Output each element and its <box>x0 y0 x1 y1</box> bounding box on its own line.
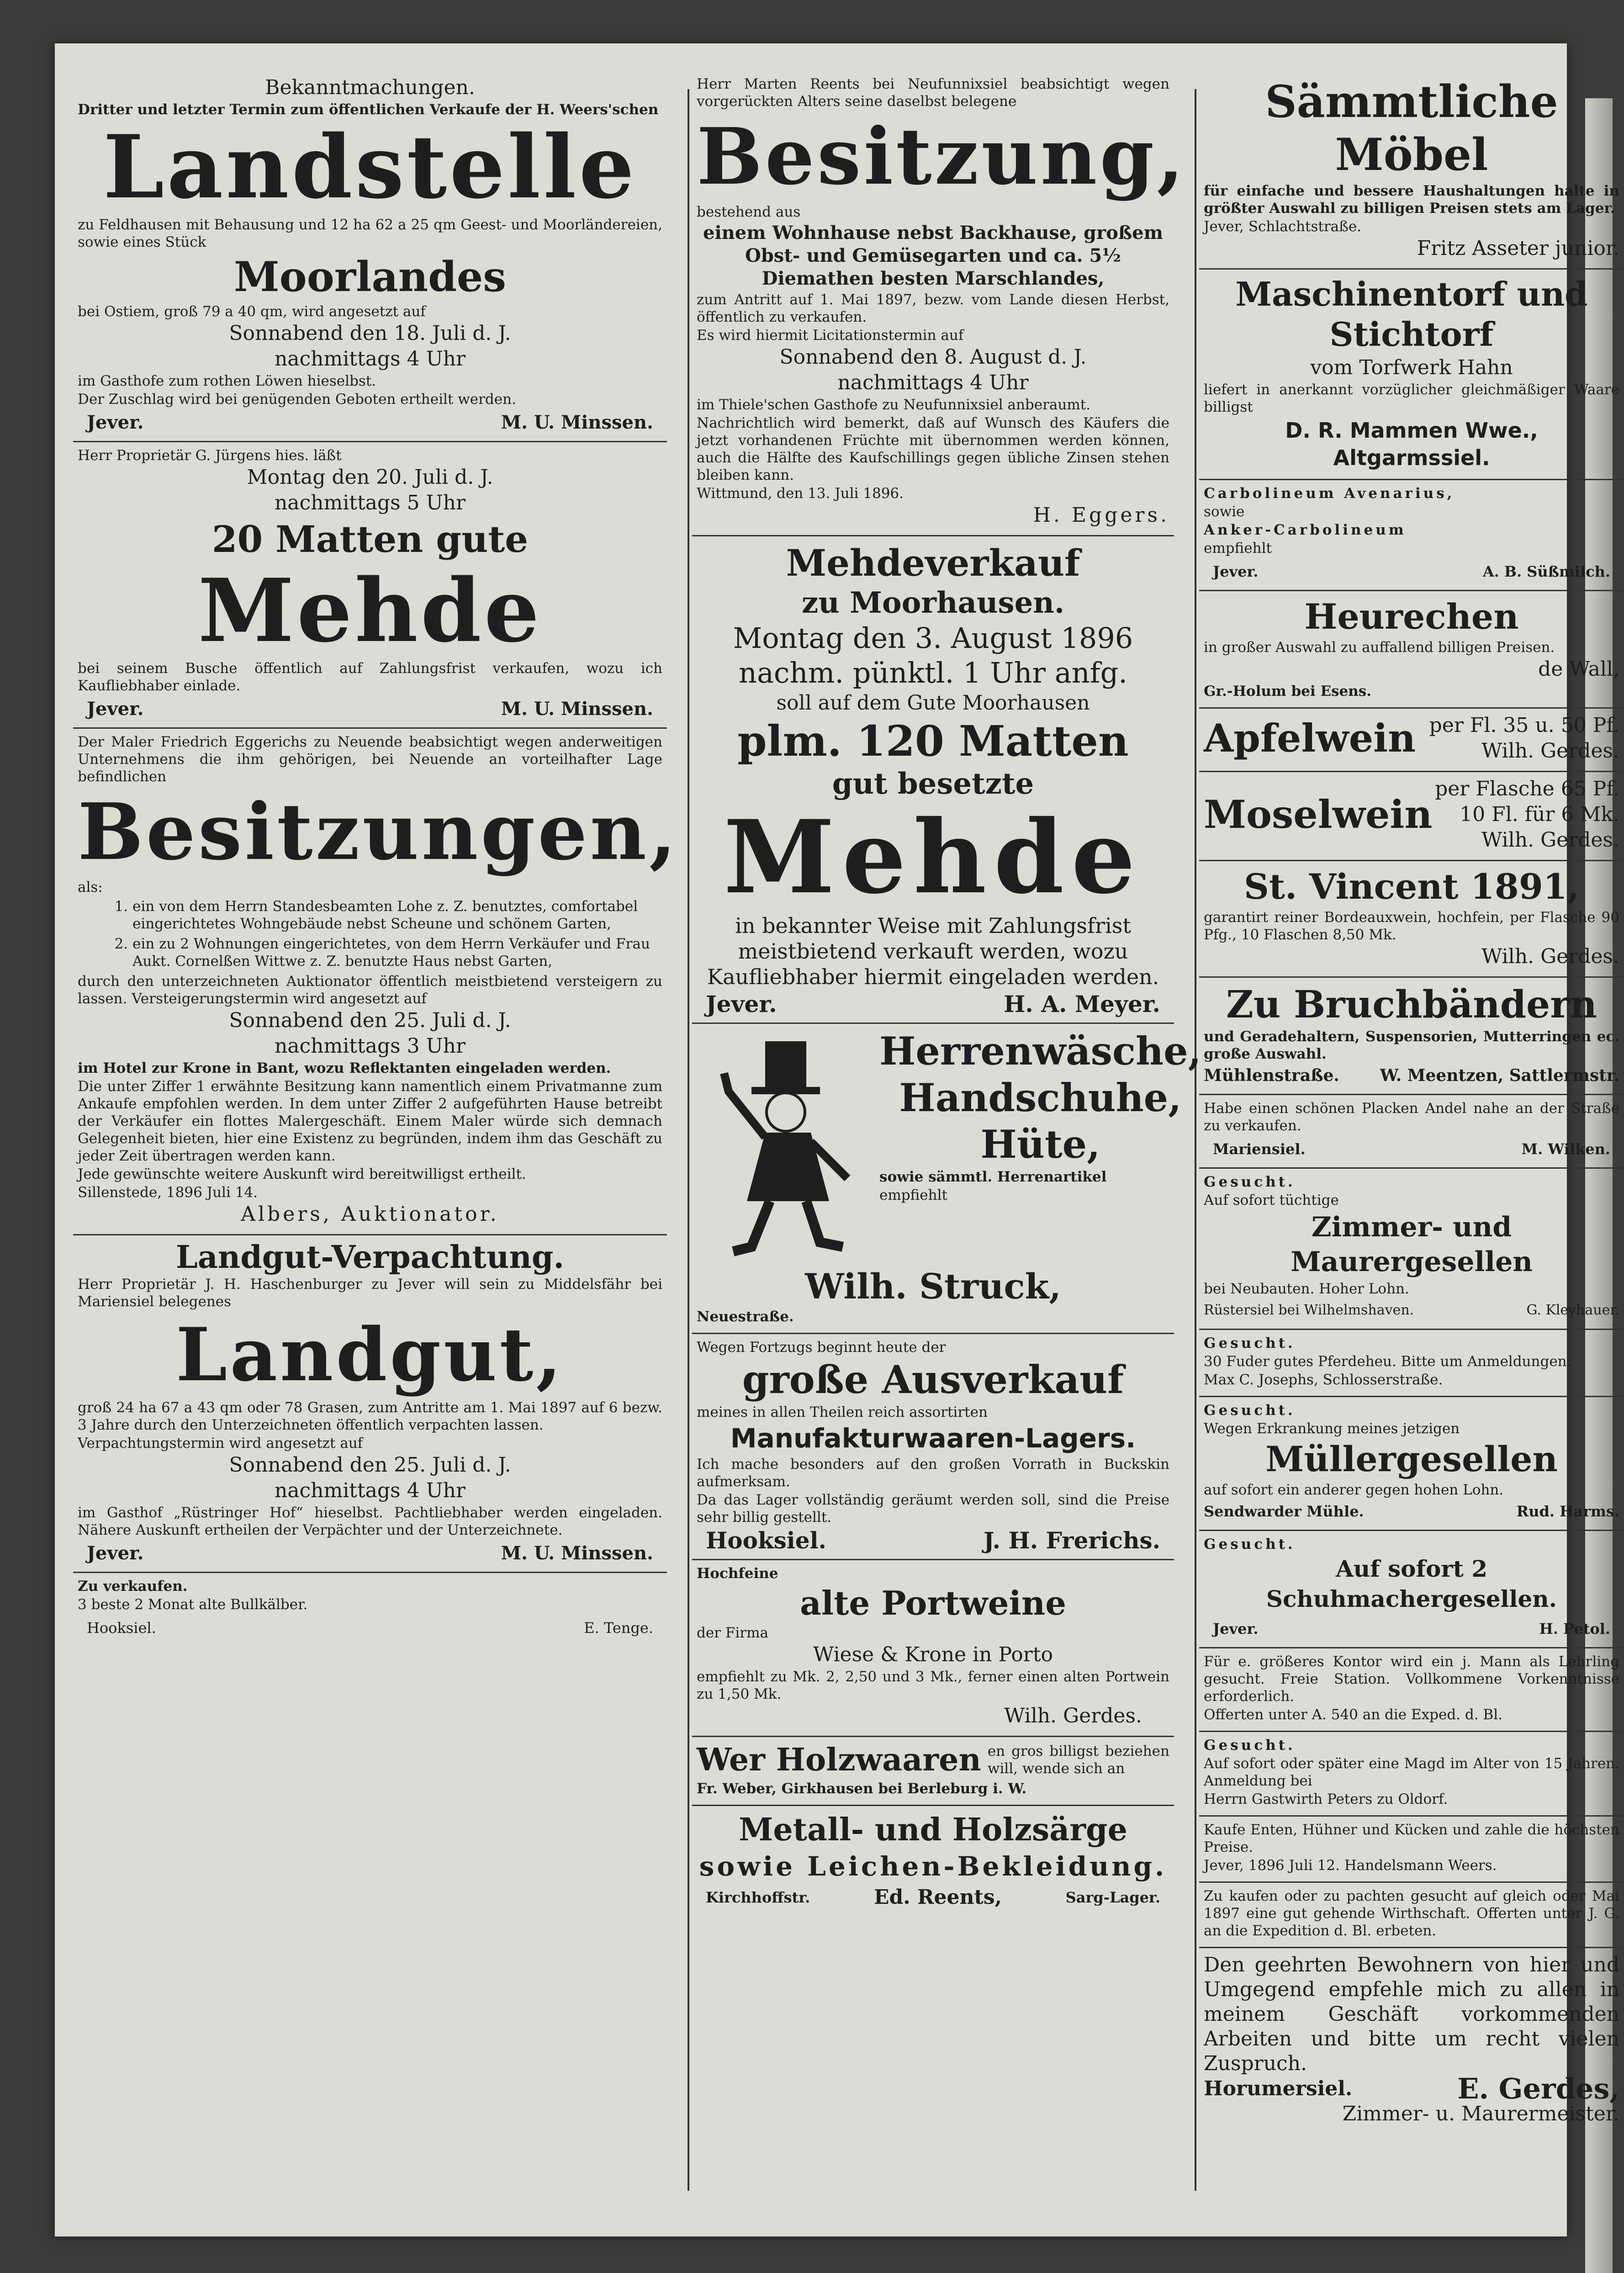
sig-place: Hooksiel. <box>87 1619 156 1637</box>
illustration-row <box>697 1028 1201 1265</box>
ad-holzwaaren <box>692 1737 1174 1806</box>
ad-signature <box>1204 1615 1619 1641</box>
sig-name: H. A. Meyer. <box>1004 991 1160 1017</box>
ad-time: nachm. pünktl. 1 Uhr anfg. <box>739 656 1127 689</box>
ad-desc: einem Wohnhause nebst Backhause, großem Obst- und Gemüsegarten und ca. 5½ Diemathen besten Marschlandes, <box>703 222 1163 289</box>
section-header: Landgut-Verpachtung. <box>175 1239 565 1276</box>
ad-line: empfiehlt <box>1204 540 1272 556</box>
ad-matten-mehde <box>73 442 667 729</box>
ad-signature <box>697 1884 1169 1909</box>
sig-name: M. U. Minssen. <box>501 698 653 720</box>
ad-intro: Herr Marten Reents bei Neufunnixsiel beabsichtigt wegen vorgerückten Alters seine daselbst belegene <box>697 76 1169 110</box>
ad-time: nachmittags 4 Uhr <box>274 347 466 371</box>
ad-title2: zu Moorhausen. <box>801 586 1065 620</box>
sig-place: Jever. <box>1213 563 1259 580</box>
ad-line: sowie <box>1204 503 1245 520</box>
ad-line: Herrenwäsche, <box>879 1028 1201 1074</box>
ad-signature: Wilh. Gerdes. <box>1481 828 1619 852</box>
ad-signature: Fr. Weber, Girkhausen bei Berleburg i. W. <box>697 1780 1027 1797</box>
ad-title2: Mehde <box>198 560 542 662</box>
ad-title: Sämmtliche Möbel <box>1265 76 1558 180</box>
sig-name: Rud. Harms. <box>1516 1503 1619 1520</box>
column-1 <box>73 71 679 2218</box>
sig-extra: Sarg-Lager. <box>1065 1889 1160 1906</box>
ad-desc: für einfache und bessere Haushaltungen halte in größter Auswahl zu billigen Preisen stets am Lager. <box>1204 183 1619 217</box>
ad-desc: bei seinem Busche öffentlich auf Zahlungsfrist verkaufen, wozu ich Kaufliebhaber einlade. <box>78 660 662 694</box>
section-header: Bekanntmachungen. <box>265 76 475 99</box>
ad-signature <box>78 409 662 434</box>
ad-signature: Wilh. Gerdes. <box>1481 945 1619 968</box>
ad-place: Jever, Schlachtstraße. <box>1204 218 1362 235</box>
ad-desc: empfiehlt zu Mk. 2, 2,50 und 3 Mk., ferner einen alten Portwein zu 1,50 Mk. <box>697 1669 1169 1702</box>
ad-intro: Der Maler Friedrich Eggerichs zu Neuende beabsichtigt wegen anderweitigen Unternehmens die ihm gehörigen, bei Neuende an vorteilhafter Lage befindlichen <box>78 734 662 785</box>
ad-desc: Ich mache besonders auf den großen Vorrath in Buckskin aufmerksam. <box>697 1456 1169 1490</box>
ad-signature <box>1204 1064 1619 1087</box>
ad-title: Landstelle <box>103 116 637 218</box>
ad-lehrling <box>1199 1648 1624 1732</box>
sig-name: G. Kleyhauer. <box>1526 1302 1619 1318</box>
sig-name: E. Gerdes, <box>1457 2072 1619 2105</box>
section-header: Gesucht. <box>1204 1737 1296 1754</box>
ad-place: im Gasthof „Rüstringer Hof“ hieselbst. Pachtliebhaber werden eingeladen. Nähere Auskunft ertheilen der Verpächter und der Unterzeichnete. <box>78 1505 662 1538</box>
section-header: Gesucht. <box>1204 1335 1296 1351</box>
ad-date: Sonnabend den 18. Juli d. J. <box>229 322 511 345</box>
sig-name: M. U. Minssen. <box>501 1542 653 1564</box>
ad-title: Müllergesellen <box>1265 1439 1558 1479</box>
ad-signature: Jever, 1896 Juli 12. Handelsmann Weers. <box>1204 1857 1497 1874</box>
ad-als: als: <box>78 879 103 895</box>
ad-place: im Thiele'schen Gasthofe zu Neufunnixsiel anberaumt. <box>697 397 1091 413</box>
ad-signature <box>78 695 662 721</box>
ad-line: Carbolineum Avenarius, <box>1204 485 1455 502</box>
ad-place: soll auf dem Gute Moorhausen <box>776 691 1090 715</box>
ad-line: sowie sämmtl. Herrenartikel <box>879 1169 1107 1185</box>
ad-desc: Habe einen schönen Placken Andel nahe an der Straße zu verkaufen. <box>1204 1100 1619 1134</box>
ad-signature: Max C. Josephs, Schlosserstraße. <box>1204 1372 1443 1388</box>
ad-signature-title: Zimmer- u. Maurermeister. <box>1342 2102 1619 2125</box>
ad-signature: Wilh. Gerdes. <box>1004 1704 1142 1727</box>
ad-desc: groß 24 ha 67 a 43 qm oder 78 Grasen, zum Antritte am 1. Mai 1897 auf 6 bezw. 3 Jahre durch den Unterzeichneten öffentlich verpachten lassen. <box>78 1399 662 1433</box>
ad-signature <box>78 1540 662 1565</box>
sig-place: Rüstersiel bei Wilhelmshaven. <box>1204 1302 1414 1318</box>
ad-sub: bestehend aus <box>697 204 801 220</box>
ad-date: Sonnabend den 8. August d. J. <box>779 345 1087 369</box>
ad-signature: D. R. Mammen Wwe., Altgarmssiel. <box>1285 418 1538 470</box>
ad-note: Der Zuschlag wird bei genügenden Geboten ertheilt werden. <box>78 391 516 408</box>
ad-line: Hüte, <box>980 1122 1100 1167</box>
ad-desc: in großer Auswahl zu auffallend billigen Preisen. <box>1204 639 1555 656</box>
sig-place: Jever. <box>706 991 777 1017</box>
item-list <box>132 898 662 970</box>
sig-name: J. H. Frerichs. <box>983 1527 1160 1554</box>
sig-name: E. Tenge. <box>584 1619 653 1637</box>
ad-besitzung <box>692 71 1187 536</box>
ad-title: Landgut, <box>175 1312 565 1398</box>
ad-desc: bei Neubauten. Hoher Lohn. <box>1204 1281 1409 1297</box>
ad-portweine <box>692 1560 1174 1737</box>
ad-desc: zu Feldhausen mit Behausung und 12 ha 62 a 25 qm Geest- und Moorländereien, sowie eines Stück <box>78 217 662 250</box>
ad-title: 20 Matten gute <box>212 518 529 561</box>
ad-time: nachmittags 3 Uhr <box>274 1034 466 1058</box>
ad-zimmergesellen <box>1199 1169 1624 1330</box>
ad-signature <box>1204 1499 1619 1523</box>
sig-place: Mariensiel. <box>1213 1140 1306 1158</box>
sig-name: W. Meentzen, Sattlermstr. <box>1380 1066 1619 1085</box>
ad-desc: auf sofort ein anderer gegen hohen Lohn. <box>1204 1482 1504 1498</box>
ad-signature: Wilh. Gerdes. <box>1481 739 1619 763</box>
ad-intro: Herr Proprietär J. H. Haschenburger zu Jever will sein zu Middelsfähr bei Mariensiel belegenes <box>78 1276 662 1310</box>
sig-place: Hooksiel. <box>706 1527 826 1554</box>
newspaper-page <box>55 43 1619 2236</box>
section-header: Gesucht. <box>1204 1536 1296 1552</box>
ad-title3: Mehde <box>723 798 1143 916</box>
ad-note: Die unter Ziffer 1 erwähnte Besitzung kann namentlich einem Privatmanne zum Ankaufe empfohlen werden. In dem unter Ziffer 2 aufgeführten Hause betreibt der Verkäufer ein flottes Malergeschäft. Einem Maler würde sich demnach Gelegenheit bieten, hier eine Existenz zu begründen, indem ihm das Geschäft zu jeder Zeit übertragen werden kann. <box>78 1078 662 1164</box>
ad-wirthschaft <box>1199 1883 1624 1948</box>
ad-title: Wer Holzwaaren <box>697 1742 981 1778</box>
ad-time: nachmittags 4 Uhr <box>837 371 1029 394</box>
ad-desc: in bekannter Weise mit Zahlungsfrist meistbietend verkauft werden, wozu Kaufliebhaber hiermit eingeladen werden. <box>707 913 1159 989</box>
ad-desc: 3 beste 2 Monat alte Bullkälber. <box>78 1596 308 1613</box>
ad-title: Apfelwein <box>1204 715 1416 761</box>
ad-st-vincent <box>1199 861 1624 978</box>
column-rule <box>688 89 689 2191</box>
ad-mehdeverkauf <box>692 536 1174 1024</box>
ad-title: Heurechen <box>1304 596 1519 637</box>
ad-price: per Flasche 65 Pf. <box>1435 777 1619 800</box>
ad-signature <box>697 1527 1169 1552</box>
ad-note: Jede gewünschte weitere Auskunft wird bereitwilligst ertheilt. <box>78 1166 526 1182</box>
ad-desc: liefert in anerkannt vorzüglicher gleichmäßiger Waare billigst <box>1204 381 1619 415</box>
ad-desc: Offerten unter A. 540 an die Exped. d. Bl. <box>1204 1706 1502 1723</box>
ad-desc: meines in allen Theilen reich assortirten <box>697 1404 988 1420</box>
section-header: Zu verkaufen. <box>78 1578 188 1595</box>
ad-signature <box>78 1614 662 1640</box>
ad-desc: Den geehrten Bewohnern von hier und Umgegend empfehle mich zu allen in meinem Geschäft vorkommenden Arbeiten und bitte um recht vielen Zuspruch. <box>1204 1953 1619 2075</box>
ad-desc: Für e. größeres Kontor wird ein j. Mann als Lehrling gesucht. Freie Station. Vollkommene Vorkenntnisse erforderlich. <box>1204 1653 1619 1705</box>
ad-title: Zu Bruchbändern <box>1226 983 1598 1027</box>
ad-intro: Auf sofort tüchtige <box>1204 1192 1339 1208</box>
sig-place: Horumersiel. <box>1204 2077 1353 2100</box>
column-3 <box>1199 71 1624 2218</box>
ad-place: im Gasthofe zum rothen Löwen hieselbst. <box>78 373 376 389</box>
ad-desc: zum Antritt auf 1. Mai 1897, bezw. vom Lande diesen Herbst, öffentlich zu verkaufen. <box>697 291 1169 325</box>
ad-firm: Wiese & Krone in Porto <box>813 1643 1053 1666</box>
ad-ausverkauf <box>692 1334 1174 1560</box>
ad-signature: H. Eggers. <box>1033 503 1169 527</box>
ad-title: Mehdeverkauf <box>786 541 1080 584</box>
ad-time: nachmittags 5 Uhr <box>274 491 466 514</box>
ad-desc: und Geradehaltern, Suspensorien, Mutterringen ec. große Auswahl. <box>1204 1028 1619 1062</box>
sig-name: H. Petol. <box>1539 1620 1610 1637</box>
ad-title: Auf sofort 2 Schuhmachergesellen. <box>1266 1555 1557 1612</box>
ad-gerdes <box>1199 1948 1624 2134</box>
ad-intro: Wegen Erkrankung meines jetzigen <box>1204 1420 1460 1437</box>
ad-street: Neuestraße. <box>697 1309 794 1325</box>
ad-herrenwaesche <box>692 1024 1201 1334</box>
sig-place: Jever. <box>87 698 144 720</box>
sig-place: Jever. <box>87 412 144 433</box>
ad-title2: Moorlandes <box>234 253 506 301</box>
sig-name: A. B. Süßmilch. <box>1482 563 1610 580</box>
ad-carbolineum <box>1199 480 1624 591</box>
ad-desc: Verpachtungstermin wird angesetzt auf <box>78 1435 363 1452</box>
ad-andel <box>1199 1095 1624 1169</box>
ad-moebel <box>1199 71 1624 270</box>
ad-signature-place: Gr.-Holum bei Esens. <box>1204 683 1372 699</box>
list-item: 2. ein zu 2 Wohnungen eingerichtetes, von dem Herrn Verkäufer und Frau Aukt. Cornelßen Wittwe z. Z. benutzte Haus nebst Garten, <box>132 935 662 970</box>
column-2 <box>692 71 1201 2218</box>
ad-desc: Zu kaufen oder zu pachten gesucht auf gleich oder Mai 1897 eine gut gehende Wirthschaft. Offerten unter J. G. an die Expedition d. Bl. erbeten. <box>1204 1888 1619 1939</box>
ad-title: St. Vincent 1891, <box>1243 866 1580 907</box>
ad-signature: Albers, Auktionator. <box>241 1203 499 1226</box>
ad-signature <box>1204 558 1619 583</box>
ad-line: Anker-Carbolineum <box>1204 522 1407 538</box>
ad-heurechen <box>1199 591 1624 709</box>
sig-name: Ed. Reents, <box>874 1886 1002 1909</box>
ad-kicker: Hochfeine <box>697 1565 778 1582</box>
ad-desc: Herrn Gastwirth Peters zu Oldorf. <box>1204 1791 1448 1807</box>
ad-qual: gut besetzte <box>832 767 1034 801</box>
sig-place: Sendwarder Mühle. <box>1204 1503 1364 1520</box>
ad-saerge <box>692 1806 1174 1916</box>
ad-desc: Es wird hiermit Licitationstermin auf <box>697 327 964 344</box>
section-header: Gesucht. <box>1204 1174 1296 1190</box>
ad-date: Montag den 20. Juli d. J. <box>247 466 493 489</box>
ad-intro: Dritter und letzter Termin zum öffentlichen Verkaufe der H. Weers'schen <box>78 101 659 118</box>
ad-time: nachmittags 4 Uhr <box>274 1479 466 1502</box>
ad-title: Moselwein <box>1204 792 1433 837</box>
ad-bruchbaender <box>1199 978 1624 1095</box>
sig-place: Mühlenstraße. <box>1204 1066 1339 1085</box>
ad-desc: Da das Lager vollständig geräumt werden soll, sind die Preise sehr billig gestellt. <box>697 1492 1169 1526</box>
ad-sub: der Firma <box>697 1625 768 1641</box>
ad-note: Nachrichtlich wird bemerkt, daß auf Wunsch des Käufers die jetzt vorhandenen Früchte mit übernommen werden können, auch die Hälfte des Kaufschillings gegen übliche Zinsen stehen bleiben kann. <box>697 415 1169 483</box>
sig-place: Jever. <box>87 1542 144 1564</box>
ad-muellergesellen <box>1199 1397 1624 1531</box>
ad-title: Metall- und Holzsärge <box>739 1812 1127 1848</box>
ad-besitzungen <box>73 729 679 1235</box>
ad-intro: Herr Proprietär G. Jürgens hies. läßt <box>78 447 342 464</box>
ad-signature <box>697 991 1169 1016</box>
ad-desc: Auf sofort oder später eine Magd im Alter von 15 Jahren. Anmeldung bei <box>1204 1755 1619 1789</box>
ad-place: im Hotel zur Krone in Bant, wozu Reflektanten eingeladen werden. <box>78 1060 611 1076</box>
sig-place: Kirchhoffstr. <box>706 1889 810 1906</box>
ad-title: große Ausverkauf <box>742 1357 1124 1402</box>
ad-torf <box>1199 270 1624 480</box>
ad-bullkaelber <box>73 1573 667 1646</box>
ad-desc: Kaufe Enten, Hühner und Kücken und zahle die höchsten Preise. <box>1204 1822 1619 1855</box>
ad-title2: Manufakturwaaren-Lagers. <box>730 1423 1136 1454</box>
ad-title: alte Portweine <box>800 1584 1066 1622</box>
ad-title2: sowie Leichen-Bekleidung. <box>699 1851 1167 1882</box>
ad-dateline: Sillenstede, 1896 Juli 14. <box>78 1184 258 1201</box>
ad-apfelwein <box>1199 709 1624 772</box>
list-item: 1. ein von dem Herrn Standesbeamten Lohe z. Z. benutztes, comfortabel eingerichtetes Wohngebäude nebst Scheune und schönem Garten, <box>132 898 662 933</box>
section-header: Gesucht. <box>1204 1402 1296 1419</box>
ad-signature <box>1204 1135 1619 1161</box>
ad-line: empfiehlt <box>879 1187 947 1203</box>
ad-title: Besitzung, <box>697 111 1187 202</box>
ad-qty: plm. 120 Matten <box>737 716 1129 766</box>
ad-dateline: Wittmund, den 13. Juli 1896. <box>697 485 904 502</box>
ad-signature <box>1204 1298 1619 1322</box>
gentleman-illustration-icon <box>697 1028 879 1265</box>
ad-price: per Fl. 35 u. 50 Pf. <box>1429 714 1619 737</box>
ad-landstelle <box>73 71 667 442</box>
ad-desc: garantirt reiner Bordeauxwein, hochfein, per Flasche 90 Pfg., 10 Flaschen 8,50 Mk. <box>1204 909 1619 943</box>
ad-magd <box>1199 1732 1624 1817</box>
ad-signature <box>1204 2072 1619 2105</box>
ad-desc: durch den unterzeichneten Auktionator öffentlich meistbietend versteigern zu lassen. Versteigerungstermin wird angesetzt auf <box>78 973 662 1007</box>
ad-pferdeheu <box>1199 1330 1624 1397</box>
ad-price: 10 Fl. für 6 Mk. <box>1460 803 1619 826</box>
ad-desc: bei Ostiem, groß 79 a 40 qm, wird angesetzt auf <box>78 303 426 320</box>
sig-name: M. U. Minssen. <box>501 412 653 433</box>
ad-title: Besitzungen, <box>78 786 679 878</box>
ad-moselwein <box>1199 772 1624 861</box>
sig-place: Jever. <box>1213 1620 1259 1637</box>
ad-sub: vom Torfwerk Hahn <box>1310 356 1513 379</box>
ad-signature: Fritz Asseter junior. <box>1417 237 1619 260</box>
ad-name: Wilh. Struck, <box>805 1266 1061 1307</box>
ad-schuhmacher <box>1199 1531 1624 1648</box>
ad-date: Montag den 3. August 1896 <box>733 621 1133 655</box>
ad-title: Zimmer- und Maurergesellen <box>1291 1211 1533 1278</box>
ad-date: Sonnabend den 25. Juli d. J. <box>229 1453 511 1477</box>
ad-enten <box>1199 1817 1624 1883</box>
ad-date: Sonnabend den 25. Juli d. J. <box>229 1009 511 1032</box>
ad-desc: 30 Fuder gutes Pferdeheu. Bitte um Anmeldungen. <box>1204 1353 1571 1370</box>
ad-title: Maschinentorf und Stichtorf <box>1235 275 1588 354</box>
ad-signature: de Wall, <box>1538 657 1619 681</box>
sig-name: M. Wilken. <box>1521 1140 1610 1158</box>
ad-desc: en gros billigst beziehen will, wende sich an <box>987 1743 1169 1777</box>
ad-line: Handschuhe, <box>899 1075 1182 1120</box>
ad-landgut <box>73 1235 667 1573</box>
ad-intro: Wegen Fortzugs beginnt heute der <box>697 1339 946 1356</box>
